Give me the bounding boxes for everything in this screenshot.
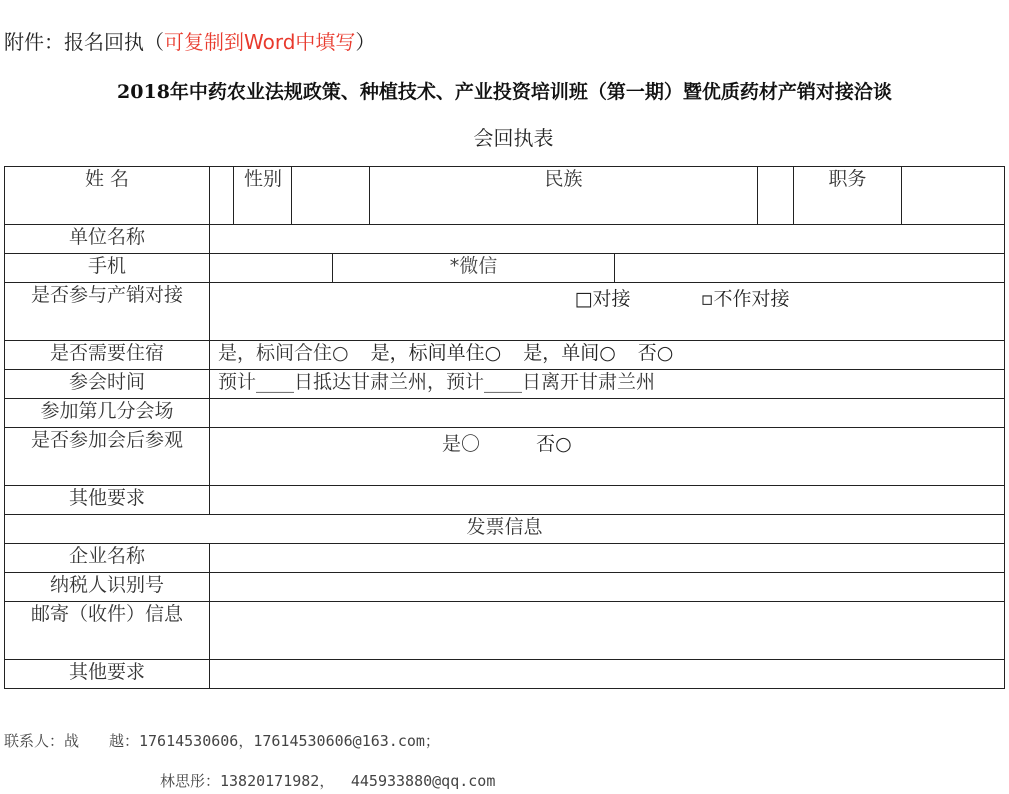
other-requirements-field[interactable] [210,486,1005,515]
tour-label: 是否参加会后参观 [5,428,210,486]
table-row [5,573,1005,602]
position-field[interactable] [902,167,1005,225]
venue-label: 参加第几分会场 [5,399,210,428]
position-label: 职务 [794,167,902,225]
matchmaking-option-no[interactable]: ▫不作对接 [700,288,790,310]
wechat-label: *微信 [333,254,615,283]
table-row [5,341,1005,370]
lodging-option-single-room[interactable]: 是，单间○ [523,342,616,364]
ethnicity-label: 民族 [370,167,758,225]
lodging-option-no[interactable]: 否○ [637,342,674,364]
form-title: 2018年中药农业法规政策、种植技术、产业投资培训班（第一期）暨优质药材产销对接洽谈 [117,81,892,103]
contact-line-1: 联系人：战 越：17614530606，17614530606@163.com； [4,732,440,750]
attachment-heading [4,26,375,55]
mailing-info-field[interactable] [210,602,1005,660]
invoice-section-header: 发票信息 [5,515,1005,544]
table-row [5,370,1005,399]
lodging-options [210,341,1005,370]
lodging-option-shared[interactable]: 是，标间合住○ [218,342,349,364]
table-row [5,399,1005,428]
tour-option-no[interactable]: 否○ [536,433,572,455]
other-requirements-2-field[interactable] [210,660,1005,689]
attachment-suffix: ） [355,30,376,54]
other-requirements-2-label: 其他要求 [5,660,210,689]
attachment-note: 可复制到Word中填写 [164,30,356,54]
lodging-option-single-standard[interactable]: 是，标间单住○ [370,342,502,364]
table-row [5,167,1005,225]
org-field[interactable] [210,225,1005,254]
matchmaking-label: 是否参与产销对接 [5,283,210,341]
name-label: 姓 名 [5,167,210,225]
phone-label: 手机 [5,254,210,283]
table-row [5,486,1005,515]
table-row [5,225,1005,254]
table-row [5,660,1005,689]
tax-id-label: 纳税人识别号 [5,573,210,602]
name-field[interactable] [210,167,234,225]
time-text: 预计____日抵达甘肃兰州，预计____日离开甘肃兰州 [210,370,1005,399]
phone-field[interactable] [210,254,333,283]
ethnicity-field[interactable] [758,167,794,225]
tour-options [210,428,1005,486]
gender-label: 性别 [234,167,292,225]
table-row [5,283,1005,341]
matchmaking-option-yes[interactable]: □对接 [574,288,631,310]
company-name-label: 企业名称 [5,544,210,573]
table-row [5,428,1005,486]
tour-option-yes[interactable]: 是〇 [442,433,481,455]
table-row [5,515,1005,544]
org-label: 单位名称 [5,225,210,254]
table-row [5,254,1005,283]
company-name-field[interactable] [210,544,1005,573]
attachment-prefix: 附件：报名回执（ [4,30,164,54]
tax-id-field[interactable] [210,573,1005,602]
form-title-continued: 会回执表 [473,126,554,150]
registration-form-table [4,166,1005,689]
gender-field[interactable] [292,167,370,225]
venue-field[interactable] [210,399,1005,428]
table-row [5,602,1005,660]
contact-line-2: 林思彤：13820171982， 445933880@qq.com [160,772,496,790]
table-row [5,544,1005,573]
time-label: 参会时间 [5,370,210,399]
wechat-field[interactable] [615,254,1005,283]
matchmaking-options [210,283,1005,341]
other-requirements-label: 其他要求 [5,486,210,515]
lodging-label: 是否需要住宿 [5,341,210,370]
mailing-info-label: 邮寄（收件）信息 [5,602,210,660]
